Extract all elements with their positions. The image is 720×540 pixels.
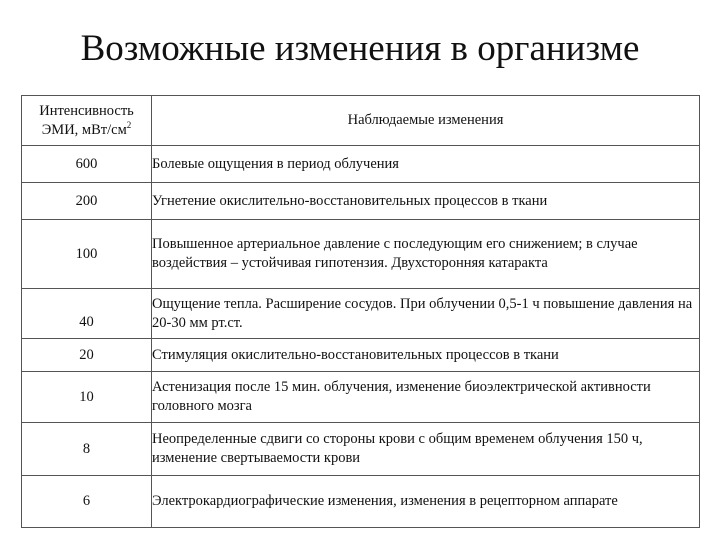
change-cell: Электрокардиографические изменения, изменения в рецепторном аппарате — [152, 476, 700, 528]
change-cell: Стимуляция окислительно-восстановительных процессов в ткани — [152, 339, 700, 372]
table-row — [22, 289, 700, 339]
table-row — [22, 146, 700, 183]
table-row — [22, 183, 700, 220]
table-row — [22, 339, 700, 372]
change-cell: Болевые ощущения в период облучения — [152, 146, 700, 183]
header-intensity-sup: 2 — [126, 119, 132, 130]
table-row — [22, 220, 700, 289]
header-intensity-line1: Интенсивность — [39, 102, 134, 119]
intensity-cell: 8 — [22, 423, 152, 476]
intensity-cell: 10 — [22, 372, 152, 423]
intensity-cell: 6 — [22, 476, 152, 528]
intensity-cell: 20 — [22, 339, 152, 372]
intensity-cell: 40 — [22, 289, 152, 339]
change-cell: Астенизация после 15 мин. облучения, изменение биоэлектрической активности головного мозга — [152, 372, 700, 423]
change-cell: Повышенное артериальное давление с последующим его снижением; в случае воздействия – устойчивая гипотензия. Двухсторонняя катаракта — [152, 220, 700, 289]
table-row — [22, 476, 700, 528]
table-row — [22, 423, 700, 476]
intensity-cell: 600 — [22, 146, 152, 183]
page-title: Возможные изменения в организме — [80, 28, 640, 69]
intensity-cell: 200 — [22, 183, 152, 220]
header-intensity — [22, 96, 152, 146]
intensity-cell: 100 — [22, 220, 152, 289]
table-header-row — [22, 96, 700, 146]
header-changes: Наблюдаемые изменения — [152, 96, 700, 146]
table-row — [22, 372, 700, 423]
change-cell: Угнетение окислительно-восстановительных процессов в ткани — [152, 183, 700, 220]
header-intensity-line2: ЭМИ, мВт/см — [41, 121, 127, 138]
change-cell: Ощущение тепла. Расширение сосудов. При облучении 0,5-1 ч повышение давления на 20-30 мм рт.ст. — [152, 289, 700, 339]
change-cell: Неопределенные сдвиги со стороны крови с общим временем облучения 150 ч, изменение свертываемости крови — [152, 423, 700, 476]
effects-table — [21, 95, 700, 528]
